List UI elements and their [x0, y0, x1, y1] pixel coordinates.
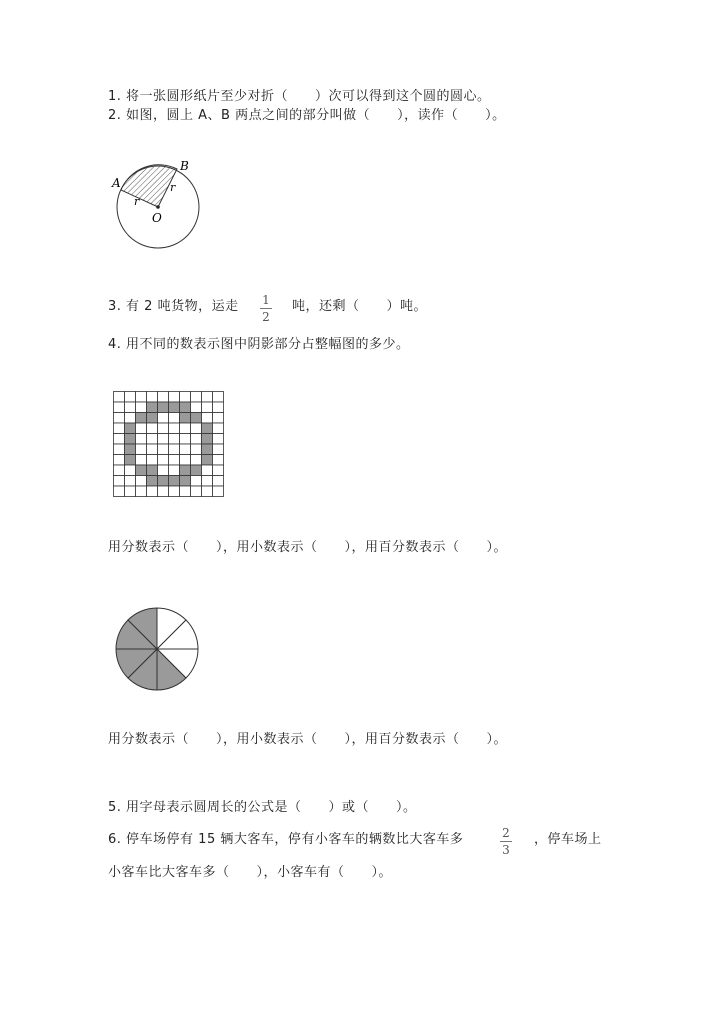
- grid-cell-shaded: [125, 444, 136, 455]
- grid-cell-shaded: [158, 402, 169, 413]
- grid-cell: [125, 476, 136, 487]
- grid-cell: [191, 444, 202, 455]
- grid-cell: [136, 423, 147, 434]
- grid-cell: [136, 455, 147, 466]
- grid-cell: [213, 423, 224, 434]
- grid-cell-shaded: [180, 402, 191, 413]
- grid-cell: [169, 486, 180, 497]
- grid-cell: [202, 486, 213, 497]
- grid-cell: [191, 486, 202, 497]
- grid-cell-shaded: [180, 413, 191, 424]
- grid-cell-shaded: [169, 402, 180, 413]
- grid-cell: [213, 465, 224, 476]
- grid-cell: [125, 402, 136, 413]
- label-o: O: [152, 211, 162, 225]
- label-r-left: r: [134, 195, 140, 208]
- grid-cell: [158, 423, 169, 434]
- fraction-two-thirds: [500, 827, 512, 857]
- sector-figure: [104, 154, 224, 254]
- grid-cell-shaded: [202, 434, 213, 445]
- grid-cell: [169, 455, 180, 466]
- answer-line-grid: 用分数表示（ ），用小数表示（ ），用百分数表示（ ）。: [108, 540, 508, 555]
- grid-cell: [180, 455, 191, 466]
- grid-cell-shaded: [147, 476, 158, 487]
- grid-cell: [114, 392, 125, 403]
- grid-cell-shaded: [202, 444, 213, 455]
- grid-cell: [191, 392, 202, 403]
- grid-cell: [147, 455, 158, 466]
- grid-cell-shaded: [191, 413, 202, 424]
- grid-cell: [191, 476, 202, 487]
- question-5: 5. 用字母表示圆周长的公式是（ ）或（ ）。: [108, 800, 417, 815]
- grid-cell: [213, 434, 224, 445]
- grid-cell: [114, 434, 125, 445]
- grid-cell: [114, 486, 125, 497]
- grid-cell: [114, 444, 125, 455]
- grid-cell-shaded: [191, 465, 202, 476]
- grid-cell: [147, 486, 158, 497]
- grid-cell: [213, 444, 224, 455]
- grid-cell: [158, 444, 169, 455]
- grid-cell: [136, 486, 147, 497]
- question-3-tail: 吨，还剩（ ）吨。: [292, 299, 428, 314]
- grid-cell: [147, 423, 158, 434]
- grid-cell-shaded: [147, 465, 158, 476]
- grid-cell: [169, 444, 180, 455]
- center-point: [156, 205, 160, 209]
- grid-cell: [180, 434, 191, 445]
- grid-cell-shaded: [180, 465, 191, 476]
- grid-cell-shaded: [202, 423, 213, 434]
- grid-cell-shaded: [180, 476, 191, 487]
- grid-cell: [114, 455, 125, 466]
- grid-cell: [191, 402, 202, 413]
- grid-cell: [169, 392, 180, 403]
- grid-cell: [191, 434, 202, 445]
- fraction-numerator: 2: [502, 826, 510, 840]
- grid-cell-shaded: [202, 455, 213, 466]
- grid-cell: [202, 465, 213, 476]
- grid-cell: [213, 476, 224, 487]
- grid-cell: [202, 476, 213, 487]
- grid-cell-shaded: [158, 476, 169, 487]
- grid-cell: [169, 434, 180, 445]
- grid-cell: [169, 423, 180, 434]
- shaded-sector: [121, 165, 177, 207]
- grid-cell: [136, 434, 147, 445]
- grid-cell: [114, 413, 125, 424]
- grid-cell: [158, 392, 169, 403]
- grid-cell: [125, 465, 136, 476]
- grid-cell: [136, 444, 147, 455]
- grid-cell: [180, 486, 191, 497]
- question-6-tail: ，停车场上: [534, 832, 602, 847]
- grid-cell: [213, 392, 224, 403]
- grid-cell: [180, 444, 191, 455]
- grid-cell: [213, 486, 224, 497]
- grid-cell: [158, 455, 169, 466]
- grid-cell: [169, 413, 180, 424]
- grid-cell: [202, 402, 213, 413]
- grid-cell: [136, 392, 147, 403]
- answer-line-pie: 用分数表示（ ），用小数表示（ ），用百分数表示（ ）。: [108, 732, 508, 747]
- grid-figure: [113, 391, 225, 497]
- grid-cell: [202, 392, 213, 403]
- grid-cell: [213, 413, 224, 424]
- question-6-text: 6. 停车场停有 15 辆大客车，停有小客车的辆数比大客车多: [108, 832, 464, 847]
- grid-cell: [114, 423, 125, 434]
- fraction-denominator: 3: [502, 843, 510, 857]
- grid-cell: [147, 444, 158, 455]
- grid-cell: [136, 476, 147, 487]
- grid-cell: [180, 392, 191, 403]
- grid-cell: [191, 455, 202, 466]
- grid-cell-shaded: [147, 402, 158, 413]
- pie-figure: [114, 606, 200, 692]
- grid-cell: [180, 423, 191, 434]
- grid-cell: [125, 392, 136, 403]
- question-4: 4. 用不同的数表示图中阴影部分占整幅图的多少。: [108, 337, 410, 352]
- grid-cell-shaded: [147, 413, 158, 424]
- grid-cell: [114, 402, 125, 413]
- grid-cell: [125, 413, 136, 424]
- grid-cell: [202, 413, 213, 424]
- grid-cell-shaded: [125, 434, 136, 445]
- grid-cell: [125, 486, 136, 497]
- grid-cell: [191, 423, 202, 434]
- grid-cell: [158, 434, 169, 445]
- grid-cell-shaded: [125, 423, 136, 434]
- grid-cell: [136, 402, 147, 413]
- fraction-one-half: [260, 294, 272, 324]
- grid-cell: [213, 455, 224, 466]
- grid-cell: [158, 413, 169, 424]
- grid-cell: [158, 465, 169, 476]
- grid-cell: [147, 392, 158, 403]
- label-a: A: [112, 176, 121, 190]
- grid-cell: [213, 402, 224, 413]
- grid-cell-shaded: [169, 476, 180, 487]
- question-2: 2. 如图，圆上 A、B 两点之间的部分叫做（ ），读作（ ）。: [108, 108, 506, 123]
- fraction-denominator: 2: [262, 310, 270, 324]
- grid-cell-shaded: [136, 413, 147, 424]
- grid-cell: [147, 434, 158, 445]
- grid-cell: [114, 476, 125, 487]
- question-6-line2: 小客车比大客车多（ ），小客车有（ ）。: [108, 865, 393, 880]
- grid-cell-shaded: [125, 455, 136, 466]
- question-3-text: 3. 有 2 吨货物，运走: [108, 299, 239, 314]
- label-b: B: [180, 159, 189, 173]
- fraction-numerator: 1: [262, 293, 270, 307]
- grid-cell: [169, 465, 180, 476]
- label-r-right: r: [170, 181, 176, 194]
- grid-cell: [114, 465, 125, 476]
- question-1: 1. 将一张圆形纸片至少对折（ ）次可以得到这个圆的圆心。: [108, 89, 491, 104]
- grid-cell-shaded: [136, 465, 147, 476]
- grid-cell: [158, 486, 169, 497]
